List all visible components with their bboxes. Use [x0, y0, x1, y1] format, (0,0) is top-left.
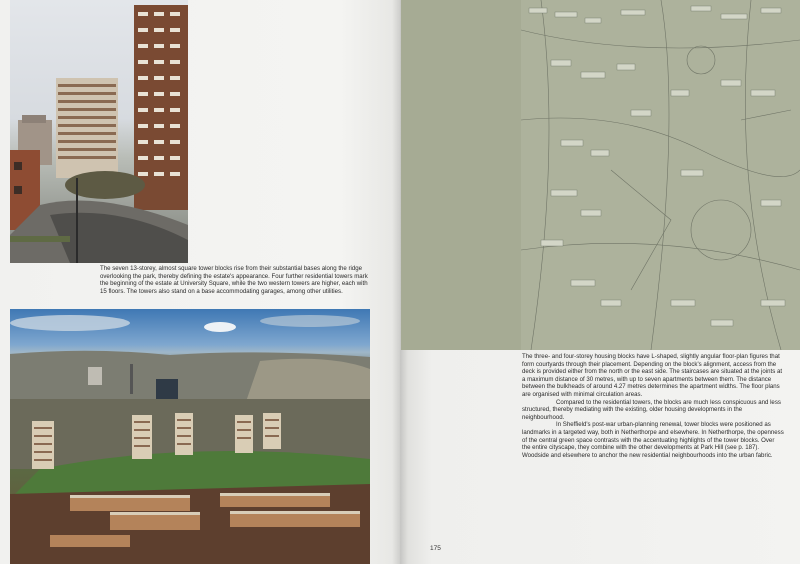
site-map: [401, 0, 800, 350]
paragraph-2: Compared to the residential towers, the blocks are much less conspicuous and less structured, thereby mediating with the existing, older housing developments in the neighbourhood.: [522, 398, 781, 421]
photo-caption: The seven 13-storey, almost square tower blocks rise from their substantial bases along the ridge overlooking the park, thereby defining the estate's appearance. Four further residential towers mark the beginning of the estate at University Square, while the two western towers are higher, each with 15 floors. The towers also stand on a base accommodating garages, among other utilities.: [100, 265, 368, 295]
photo-estate-landscape: [10, 309, 370, 564]
photo-tower-blocks: [10, 0, 188, 263]
body-text: [522, 353, 784, 459]
paragraph-1: The three- and four-storey housing blocks have L-shaped, slightly angular floor-plan figures that form courtyards through their placement. Depending on the block's alignment, access from the deck is provided either from the north or the east side. The staircases are situated at the joints at a maximum distance of 30 metres, with up to seven apartments between them. The distance between the bulkheads of around 4.27 metres determines the apartment widths. The floor plans are organised with minimal circulation areas.: [522, 353, 783, 398]
map-margin: [401, 0, 521, 350]
page-number: 175: [430, 545, 441, 552]
paragraph-3: In Sheffield's post-war urban-planning renewal, tower blocks were positioned as landmarks in a targeted way, both in Netherthorpe and elsewhere. In Netherthorpe, the openness of the central green space contrasts with the accentuating highlights of the tower blocks. Over the entire cityscape, they combine with the other developments at Park Hill (see p. 187). Woodside and elsewhere to anchor the new residential neighbourhoods into the urban fabric.: [522, 421, 784, 459]
